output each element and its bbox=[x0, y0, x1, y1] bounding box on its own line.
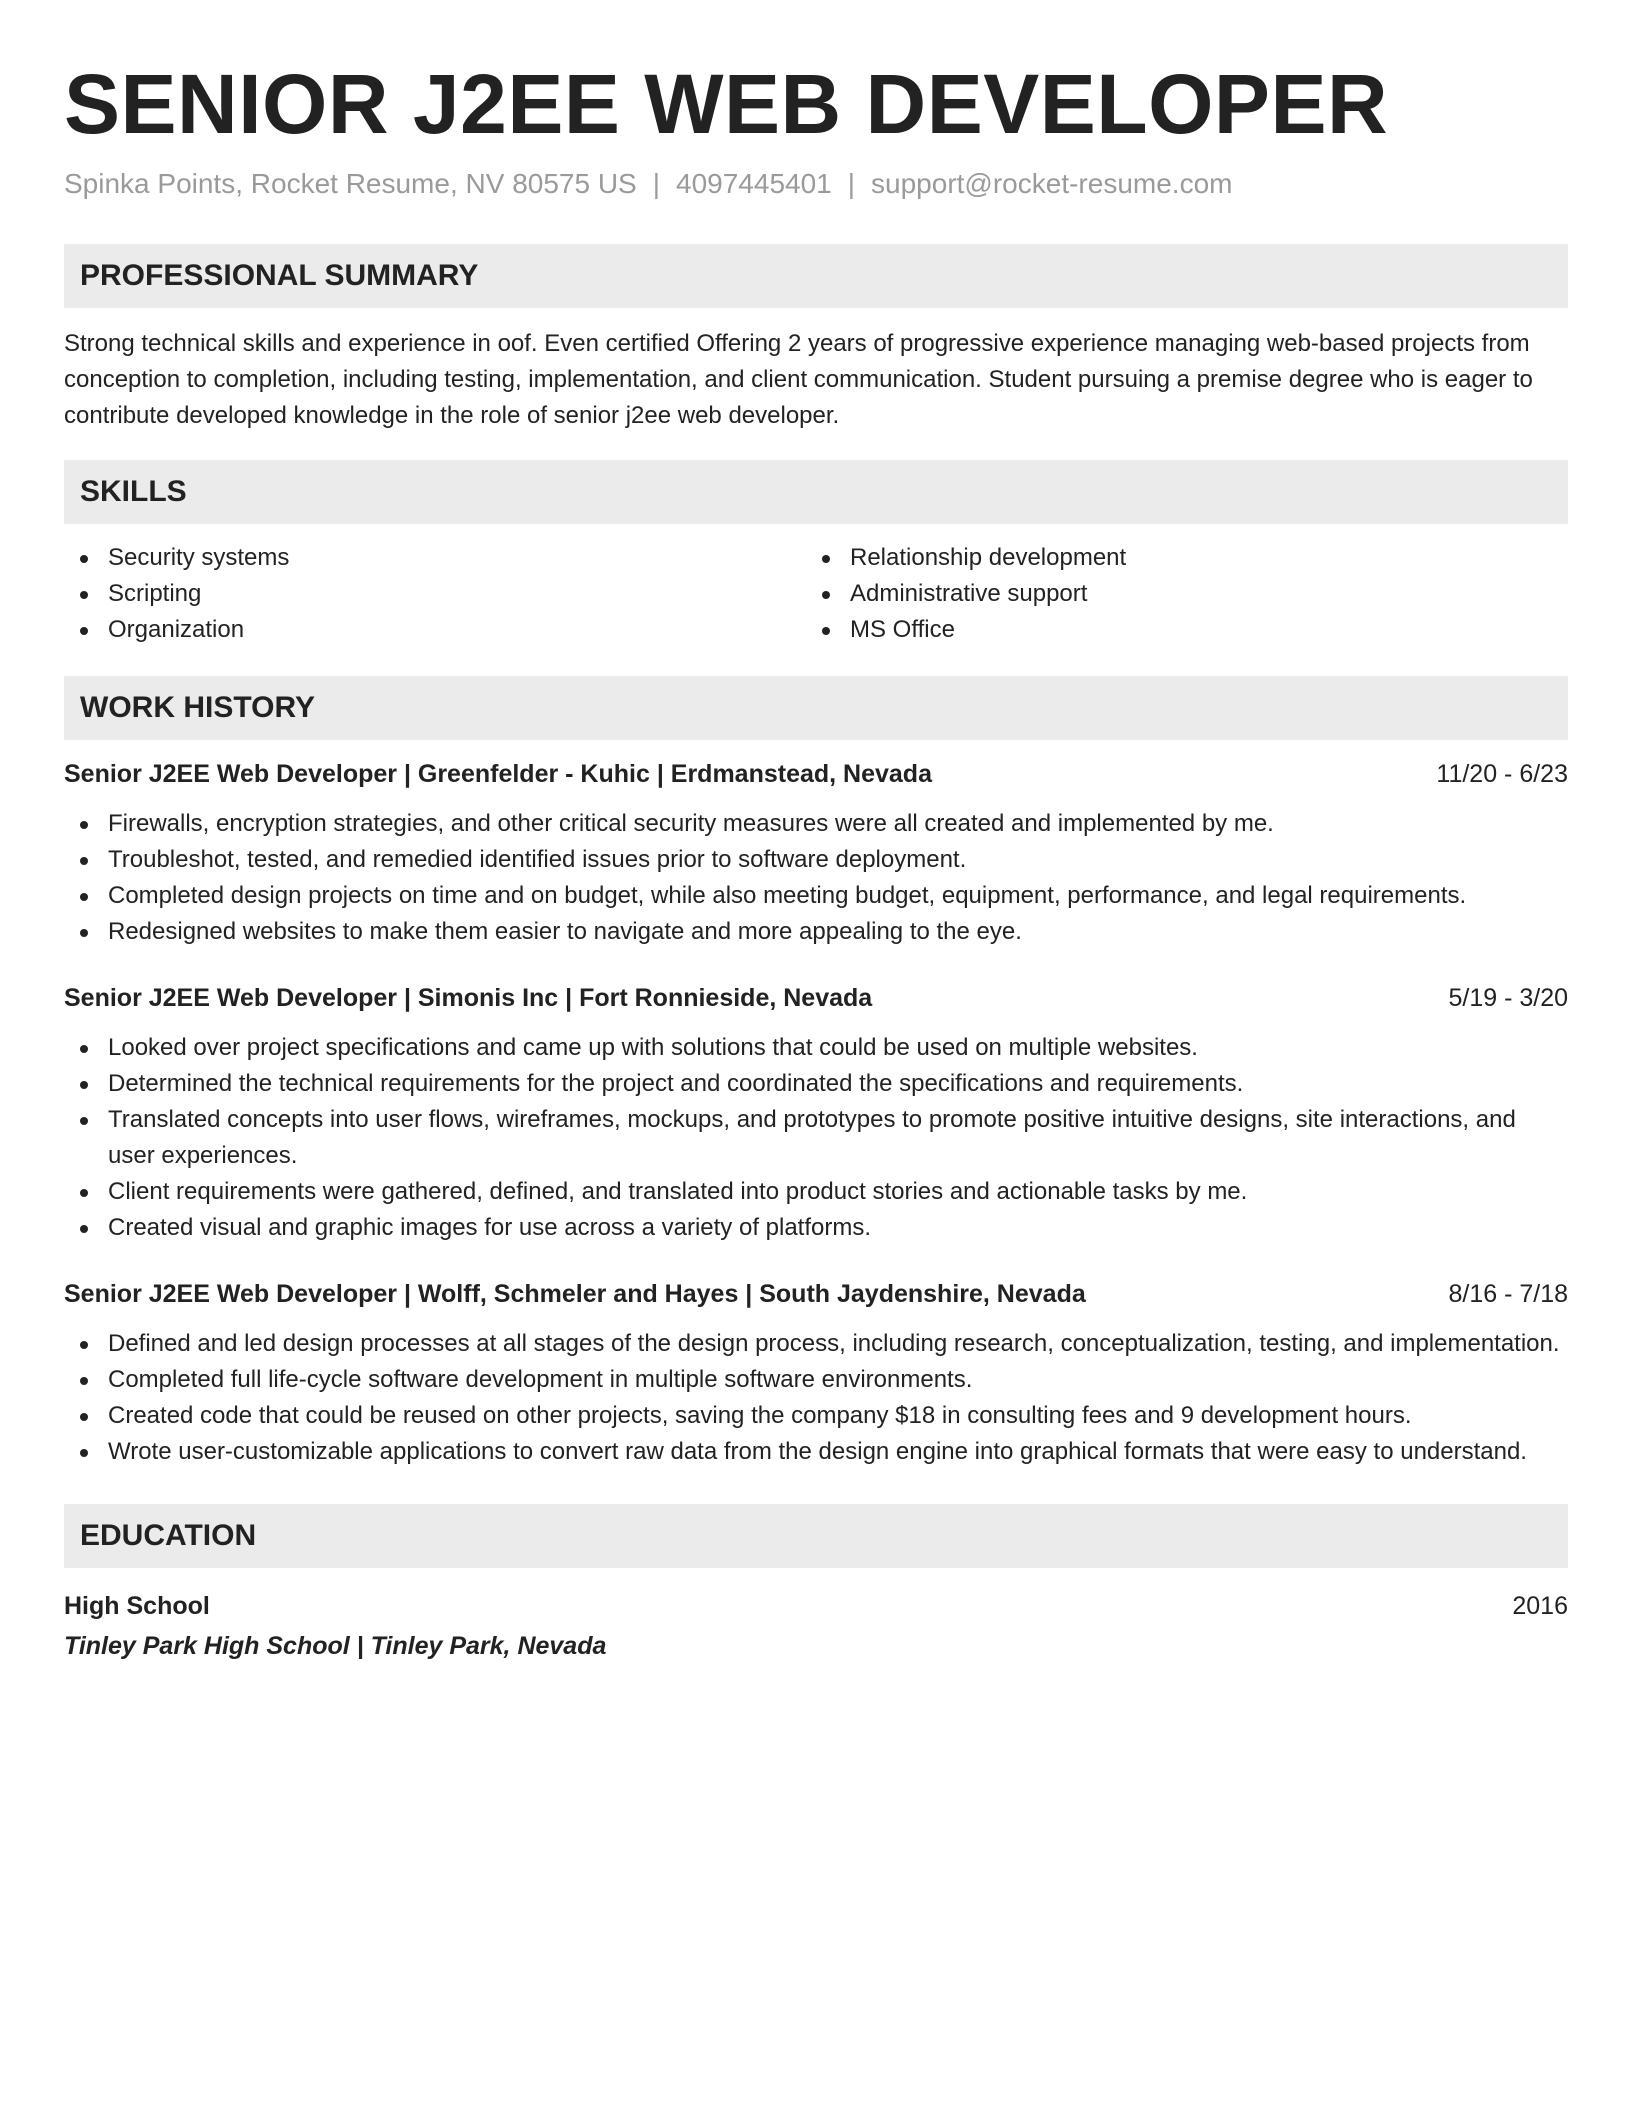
skill-item: MS Office bbox=[806, 612, 1548, 648]
skill-item: Administrative support bbox=[806, 576, 1548, 612]
skills-column-right bbox=[806, 540, 1548, 648]
job-header bbox=[64, 756, 1568, 792]
contact-line bbox=[64, 166, 1568, 202]
job-dates: 8/16 - 7/18 bbox=[1448, 1280, 1568, 1308]
summary-heading: PROFESSIONAL SUMMARY bbox=[64, 244, 1568, 308]
contact-separator: | bbox=[847, 168, 856, 199]
job-header bbox=[64, 980, 1568, 1016]
job-bullet: Created code that could be reused on other projects, saving the company $18 in consulting fees and 9 development hours. bbox=[64, 1398, 1568, 1434]
job-bullets bbox=[64, 1030, 1568, 1246]
education-degree: High School bbox=[64, 1592, 210, 1620]
skill-item: Security systems bbox=[64, 540, 806, 576]
job-entry bbox=[64, 1276, 1568, 1470]
job-header bbox=[64, 1276, 1568, 1312]
summary-text: Strong technical skills and experience in oof. Even certified Offering 2 years of progressive experience managing web-based projects from conception to completion, including testing, implementation, and client communication. Student pursuing a premise degree who is eager to contribute developed knowledge in the role of senior j2ee web developer. bbox=[64, 330, 1533, 429]
skills-list bbox=[64, 540, 1568, 648]
skill-item: Relationship development bbox=[806, 540, 1548, 576]
contact-address: Spinka Points, Rocket Resume, NV 80575 US bbox=[64, 168, 637, 199]
skills-heading: SKILLS bbox=[64, 460, 1568, 524]
job-bullet: Firewalls, encryption strategies, and other critical security measures were all created and implemented by me. bbox=[64, 806, 1568, 842]
job-bullets bbox=[64, 1326, 1568, 1470]
job-bullet: Completed design projects on time and on budget, while also meeting budget, equipment, performance, and legal requirements. bbox=[64, 878, 1568, 914]
work-history-heading: WORK HISTORY bbox=[64, 676, 1568, 740]
education-school: Tinley Park High School | Tinley Park, Nevada bbox=[64, 1632, 607, 1660]
contact-separator: | bbox=[652, 168, 661, 199]
job-entry bbox=[64, 980, 1568, 1246]
education-header bbox=[64, 1588, 1568, 1624]
education-year: 2016 bbox=[1512, 1592, 1568, 1620]
education-heading: EDUCATION bbox=[64, 1504, 1568, 1568]
job-bullet: Translated concepts into user flows, wireframes, mockups, and prototypes to promote positive intuitive designs, site interactions, and user experiences. bbox=[64, 1102, 1568, 1174]
skill-item: Scripting bbox=[64, 576, 806, 612]
job-bullet: Redesigned websites to make them easier to navigate and more appealing to the eye. bbox=[64, 914, 1568, 950]
job-bullet: Wrote user-customizable applications to convert raw data from the design engine into graphical formats that were easy to understand. bbox=[64, 1434, 1568, 1470]
job-bullet: Defined and led design processes at all stages of the design process, including research, conceptualization, testing, and implementation. bbox=[64, 1326, 1568, 1362]
job-dates: 11/20 - 6/23 bbox=[1436, 760, 1568, 788]
contact-phone: 4097445401 bbox=[676, 168, 832, 199]
job-bullet: Troubleshot, tested, and remedied identified issues prior to software deployment. bbox=[64, 842, 1568, 878]
job-bullet: Looked over project specifications and came up with solutions that could be used on multiple websites. bbox=[64, 1030, 1568, 1066]
job-bullet: Created visual and graphic images for use across a variety of platforms. bbox=[64, 1210, 1568, 1246]
job-bullet: Client requirements were gathered, defined, and translated into product stories and actionable tasks by me. bbox=[64, 1174, 1568, 1210]
job-dates: 5/19 - 3/20 bbox=[1448, 984, 1568, 1012]
job-bullet: Completed full life-cycle software development in multiple software environments. bbox=[64, 1362, 1568, 1398]
job-bullets bbox=[64, 806, 1568, 950]
job-title: Senior J2EE Web Developer | Greenfelder - Kuhic | Erdmanstead, Nevada bbox=[64, 760, 932, 788]
job-title: Senior J2EE Web Developer | Simonis Inc | Fort Ronnieside, Nevada bbox=[64, 984, 873, 1012]
contact-email: support@rocket-resume.com bbox=[871, 168, 1233, 199]
job-entry bbox=[64, 756, 1568, 950]
skills-column-left bbox=[64, 540, 806, 648]
job-title: Senior J2EE Web Developer | Wolff, Schmeler and Hayes | South Jaydenshire, Nevada bbox=[64, 1280, 1086, 1308]
resume-name: SENIOR J2EE WEB DEVELOPER bbox=[64, 57, 1389, 151]
skill-item: Organization bbox=[64, 612, 806, 648]
job-bullet: Determined the technical requirements for the project and coordinated the specifications and requirements. bbox=[64, 1066, 1568, 1102]
